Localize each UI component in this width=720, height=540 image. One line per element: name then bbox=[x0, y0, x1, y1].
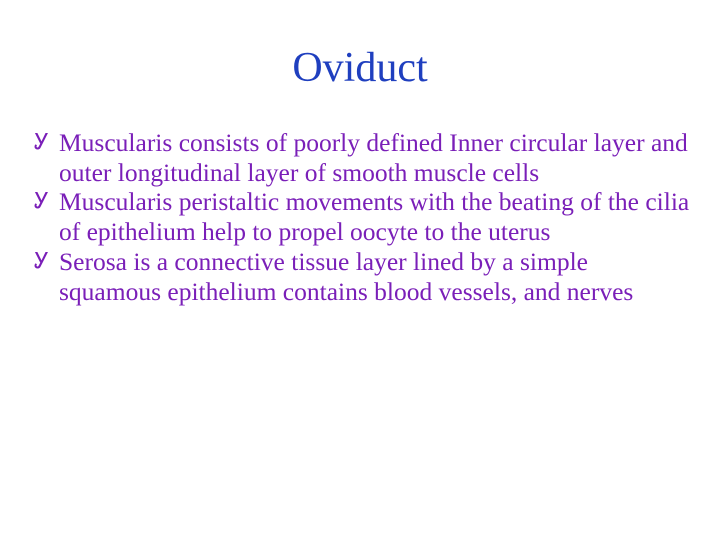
bullet-item bbox=[34, 128, 694, 187]
bullet-text: Muscularis peristaltic movements with the beating of the cilia of epithelium help to propel oocyte to the uterus bbox=[59, 187, 690, 247]
bullet-text: Serosa is a connective tissue layer lined by a simple squamous epithelium contains blood vessels, and nerves bbox=[59, 246, 634, 306]
bullet-list bbox=[34, 128, 694, 306]
bullet-text: Muscularis consists of poorly defined Inner circular layer and outer longitudinal layer of smooth muscle cells bbox=[59, 128, 688, 187]
bullet-item bbox=[34, 187, 694, 246]
slide-title: Oviduct bbox=[292, 45, 428, 91]
bullet-item bbox=[34, 247, 694, 306]
bullet-marker-icon: Ꭹ bbox=[34, 130, 50, 155]
bullet-marker-icon: Ꭹ bbox=[34, 248, 50, 274]
bullet-marker-icon: Ꭹ bbox=[34, 189, 50, 215]
